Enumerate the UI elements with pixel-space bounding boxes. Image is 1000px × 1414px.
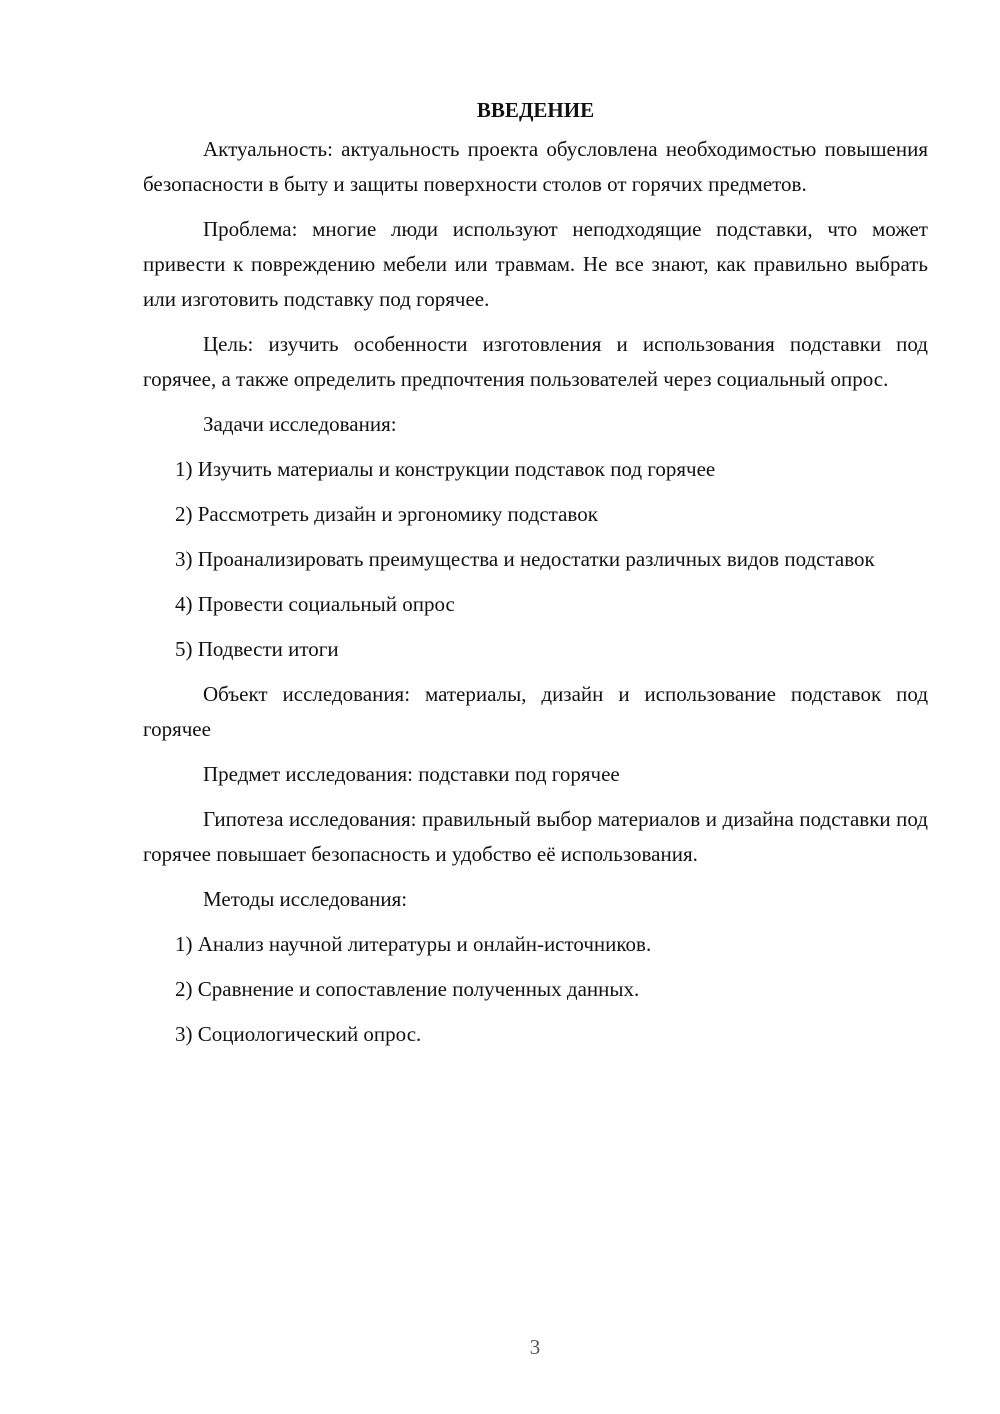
subject-paragraph: Предмет исследования: подставки под горячее [203, 762, 620, 786]
hypothesis-paragraph: Гипотеза исследования: правильный выбор материалов и дизайна подставки под горячее повышает безопасность и удобство её использования. [143, 807, 928, 866]
task-item: 2) Рассмотреть дизайн и эргономику подставок [175, 502, 598, 526]
task-item: 5) Подвести итоги [175, 637, 339, 661]
task-item: 4) Провести социальный опрос [175, 592, 455, 616]
task-item: 3) Проанализировать преимущества и недостатки различных видов подставок [175, 547, 875, 571]
relevance-paragraph: Актуальность: актуальность проекта обусловлена необходимостью повышения безопасности в быту и защиты поверхности столов от горячих предметов. [143, 137, 928, 196]
section-title: ВВЕДЕНИЕ [476, 98, 595, 122]
page-number: 3 [529, 1335, 541, 1359]
task-item: 1) Изучить материалы и конструкции подставок под горячее [175, 457, 716, 481]
goal-paragraph: Цель: изучить особенности изготовления и использования подставки под горячее, а также определить предпочтения пользователей через социальный опрос. [143, 332, 928, 391]
method-item: 1) Анализ научной литературы и онлайн-источников. [175, 932, 652, 956]
method-item: 2) Сравнение и сопоставление полученных данных. [175, 977, 640, 1001]
page-content [143, 92, 928, 1062]
problem-paragraph: Проблема: многие люди используют неподходящие подставки, что может привести к повреждению мебели или травмам. Не все знают, как правильно выбрать или изготовить подставку под горячее. [143, 217, 928, 311]
method-item: 3) Социологический опрос. [175, 1022, 422, 1046]
object-paragraph: Объект исследования: материалы, дизайн и использование подставок под горячее [143, 682, 928, 741]
tasks-heading: Задачи исследования: [203, 412, 397, 436]
methods-heading: Методы исследования: [203, 887, 408, 911]
